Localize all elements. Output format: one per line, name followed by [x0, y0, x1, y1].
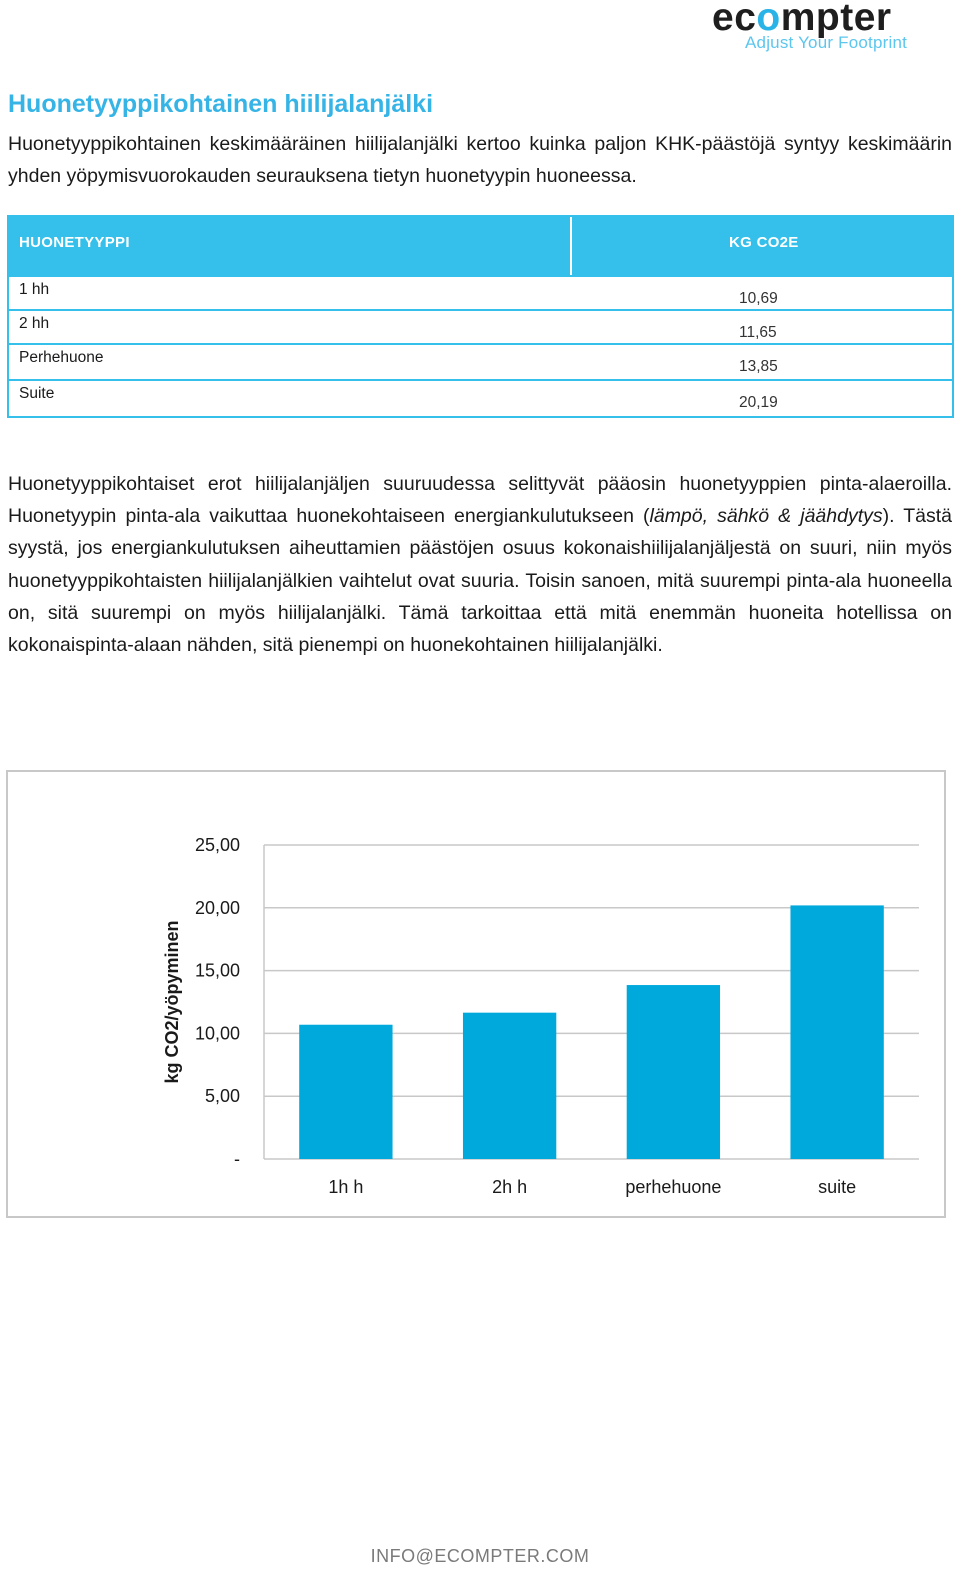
logo-wordmark: ecompter [712, 0, 892, 40]
row-room: Suite [19, 385, 55, 402]
y-tick-label: - [234, 1149, 240, 1169]
row-kg: 10,69 [739, 290, 778, 307]
bar-0 [299, 1025, 392, 1159]
table-row [9, 343, 952, 378]
y-axis-label: kg CO2/yöpyminen [162, 920, 182, 1084]
header-divider [570, 217, 572, 275]
y-tick-label: 20,00 [194, 897, 240, 918]
logo-tagline: Adjust Your Footprint [745, 33, 908, 52]
y-tick-label: 25,00 [194, 835, 240, 855]
row-kg: 11,65 [739, 324, 777, 341]
x-tick-label: suite [818, 1177, 857, 1197]
table-header [9, 217, 952, 275]
explanation-paragraph: Huonetyyppikohtaiset erot hiilijalanjäljen suuruudessa selittyvät pääosin huonetyyppien pinta-alaeroilla. Huonetyypin pinta-ala vaikuttaa huonekohtaiseen energiankulutukseen (lämpö, sähkö & jäähdytys). Tästä syystä, jos energiankulutuksen aiheuttamien päästöjen osuus kokonaishiilijalanjäljestä on suuri, niin myös huonetyyppikohtaisten hiilijalanjälkien vaihtelut ovat suuria. Toisin sanoen, mitä suurempi pinta-ala huoneella on, sitä suurempi on myös hiilijalanjälki. Tämä tarkoittaa että mitä enemmän huoneita hotellissa on kokonaispinta-alaan nähden, sitä pienempi on huonekohtainen hiilijalanjälki. [8, 473, 953, 657]
row-kg: 13,85 [739, 358, 778, 375]
bar-3 [790, 905, 883, 1159]
table-row [9, 379, 952, 414]
intro-paragraph: Huonetyyppikohtainen keskimääräinen hiilijalanjälki kertoo kuinka paljon KHK-päästöjä syntyy keskimäärin yhden yöpymisvuorokauden seurauksena tietyn huonetyypin huoneessa. [8, 133, 952, 187]
row-room: Perhehuone [19, 349, 104, 366]
table-row [9, 275, 952, 310]
location-pin-icon: o [756, 0, 781, 39]
bar-2 [627, 985, 720, 1159]
ecompter-logo [712, 2, 948, 56]
x-tick-label: 1h h [328, 1177, 364, 1197]
y-tick-label: 15,00 [194, 960, 240, 981]
bar-chart-svg [8, 772, 944, 1216]
x-tick-label: 2h h [492, 1177, 528, 1197]
carbon-footprint-chart [6, 770, 946, 1218]
header-kg-co2e: KG CO2E [729, 234, 799, 251]
row-room: 2 hh [19, 315, 50, 332]
room-type-table [7, 215, 954, 418]
section-title: Huonetyyppikohtainen hiilijalanjälki [8, 90, 434, 118]
bar-1 [463, 1013, 556, 1159]
energy-types: lämpö, sähkö & jäähdytys [649, 505, 883, 528]
header-room-type: HUONETYYPPI [19, 234, 130, 251]
row-room: 1 hh [19, 281, 50, 298]
table-row [9, 309, 952, 344]
y-tick-label: 10,00 [194, 1023, 240, 1044]
footer-email: INFO@ECOMPTER.COM [370, 1546, 590, 1566]
row-kg: 20,19 [739, 394, 778, 411]
x-tick-label: perhehuone [625, 1177, 722, 1197]
y-tick-label: 5,00 [204, 1086, 240, 1107]
